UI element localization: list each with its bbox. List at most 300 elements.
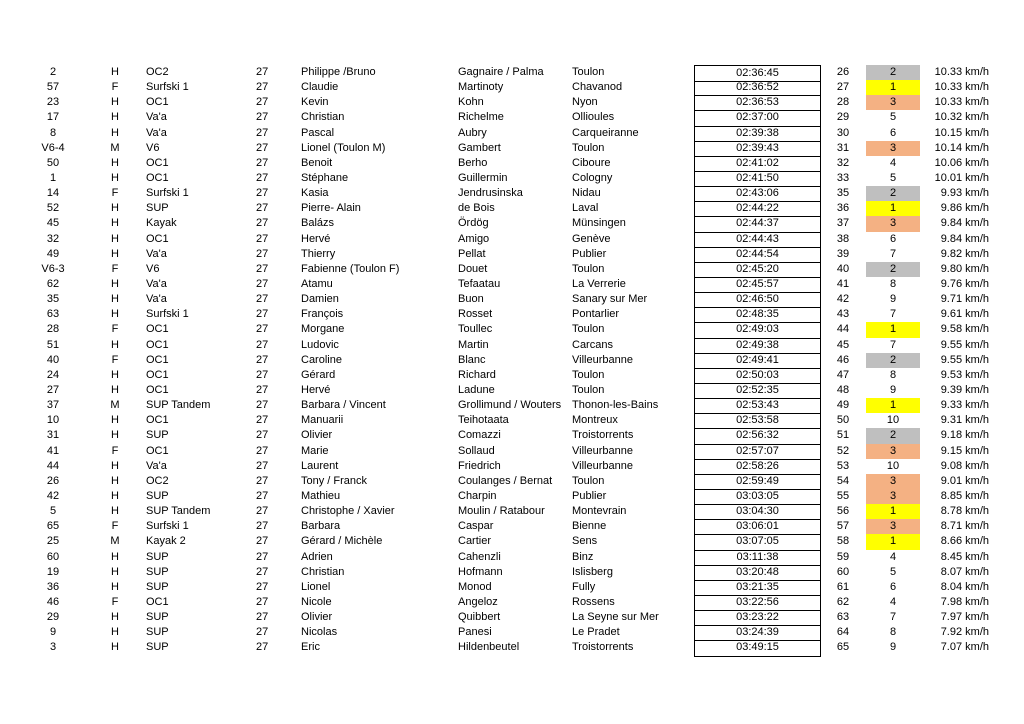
finish-time-cell: 02:53:58 <box>694 413 821 429</box>
distance-cell: 27 <box>256 535 269 548</box>
distance-cell: 27 <box>256 459 269 472</box>
sex-cell: H <box>111 383 119 396</box>
city-cell: Montevrain <box>572 505 627 518</box>
distance-cell: 27 <box>256 505 269 518</box>
overall-rank-cell: 54 <box>836 474 850 487</box>
bib-number-cell: 42 <box>46 489 60 502</box>
average-speed-cell: 10.33 km/h <box>934 96 989 109</box>
overall-rank-cell: 64 <box>836 626 850 639</box>
category-cell: SUP Tandem <box>146 505 211 518</box>
finish-time-cell: 03:23:22 <box>694 610 821 626</box>
bib-number-cell: 45 <box>46 217 60 230</box>
sex-cell: F <box>111 520 119 533</box>
sex-cell: H <box>111 626 119 639</box>
distance-cell: 27 <box>256 580 269 593</box>
finish-time-cell: 02:44:22 <box>694 201 821 217</box>
last-name-cell: Grollimund / Wouters <box>458 399 562 412</box>
overall-rank-cell: 65 <box>836 641 850 654</box>
category-cell: Va'a <box>146 277 167 290</box>
finish-time-cell: 02:41:02 <box>694 156 821 172</box>
overall-rank-cell: 42 <box>836 293 850 306</box>
overall-rank-cell: 49 <box>836 399 850 412</box>
category-cell: SUP <box>146 626 169 639</box>
category-rank-cell: 1 <box>866 201 920 216</box>
finish-time-cell: 03:22:56 <box>694 595 821 611</box>
bib-number-cell: 19 <box>46 565 60 578</box>
category-rank-cell: 2 <box>866 65 920 80</box>
sex-cell: F <box>111 81 119 94</box>
finish-time-cell: 02:49:03 <box>694 322 821 338</box>
category-rank-cell: 7 <box>889 247 897 260</box>
table-row <box>0 428 1024 443</box>
bib-number-cell: 23 <box>46 96 60 109</box>
last-name-cell: Jendrusinska <box>458 187 523 200</box>
last-name-cell: Buon <box>458 293 484 306</box>
table-row <box>0 368 1024 383</box>
average-speed-cell: 10.14 km/h <box>934 141 989 154</box>
average-speed-cell: 9.18 km/h <box>940 429 989 442</box>
distance-cell: 27 <box>256 81 269 94</box>
finish-time-cell: 02:37:00 <box>694 110 821 126</box>
first-name-cell: Adrien <box>301 550 333 563</box>
average-speed-cell: 9.08 km/h <box>940 459 989 472</box>
bib-number-cell: 49 <box>46 247 60 260</box>
last-name-cell: Monod <box>458 580 492 593</box>
category-cell: OC1 <box>146 414 169 427</box>
average-speed-cell: 10.01 km/h <box>934 171 989 184</box>
finish-time-cell: 02:39:43 <box>694 141 821 157</box>
average-speed-cell: 9.39 km/h <box>940 383 989 396</box>
table-row <box>0 216 1024 231</box>
last-name-cell: Friedrich <box>458 459 501 472</box>
overall-rank-cell: 26 <box>836 66 850 78</box>
distance-cell: 27 <box>256 308 269 321</box>
results-table <box>0 65 1024 655</box>
bib-number-cell: 35 <box>46 293 60 306</box>
finish-time-cell: 02:39:38 <box>694 126 821 142</box>
first-name-cell: Damien <box>301 293 339 306</box>
category-rank-cell: 3 <box>866 489 920 504</box>
last-name-cell: Hofmann <box>458 565 503 578</box>
city-cell: Ollioules <box>572 111 615 124</box>
sex-cell: H <box>111 474 119 487</box>
category-cell: Va'a <box>146 459 167 472</box>
distance-cell: 27 <box>256 262 269 275</box>
category-cell: OC1 <box>146 595 169 608</box>
distance-cell: 27 <box>256 444 269 457</box>
distance-cell: 27 <box>256 595 269 608</box>
last-name-cell: Guillermin <box>458 171 508 184</box>
category-cell: OC2 <box>146 66 169 78</box>
finish-time-cell: 02:56:32 <box>694 428 821 444</box>
average-speed-cell: 9.53 km/h <box>940 368 989 381</box>
sex-cell: H <box>111 565 119 578</box>
sex-cell: H <box>111 217 119 230</box>
city-cell: Toulon <box>572 141 605 154</box>
last-name-cell: Richard <box>458 368 496 381</box>
first-name-cell: Nicole <box>301 595 332 608</box>
sex-cell: H <box>111 293 119 306</box>
distance-cell: 27 <box>256 111 269 124</box>
last-name-cell: Kohn <box>458 96 484 109</box>
first-name-cell: Pascal <box>301 126 335 139</box>
overall-rank-cell: 29 <box>836 111 850 124</box>
city-cell: Fully <box>572 580 596 593</box>
city-cell: Troistorrents <box>572 429 634 442</box>
category-cell: SUP <box>146 611 169 624</box>
average-speed-cell: 9.84 km/h <box>940 217 989 230</box>
first-name-cell: Christian <box>301 565 345 578</box>
overall-rank-cell: 52 <box>836 444 850 457</box>
last-name-cell: Cahenzli <box>458 550 501 563</box>
category-cell: SUP <box>146 550 169 563</box>
average-speed-cell: 9.31 km/h <box>940 414 989 427</box>
last-name-cell: Pellat <box>458 247 486 260</box>
average-speed-cell: 9.71 km/h <box>940 293 989 306</box>
category-rank-cell: 2 <box>866 186 920 201</box>
table-row <box>0 353 1024 368</box>
first-name-cell: Thierry <box>301 247 336 260</box>
overall-rank-cell: 39 <box>836 247 850 260</box>
distance-cell: 27 <box>256 353 269 366</box>
category-rank-cell: 7 <box>889 611 897 624</box>
overall-rank-cell: 30 <box>836 126 850 139</box>
last-name-cell: Berho <box>458 156 488 169</box>
finish-time-cell: 03:24:39 <box>694 625 821 641</box>
category-cell: OC2 <box>146 474 169 487</box>
distance-cell: 27 <box>256 368 269 381</box>
finish-time-cell: 02:53:43 <box>694 398 821 414</box>
finish-time-cell: 03:21:35 <box>694 580 821 596</box>
bib-number-cell: 9 <box>49 626 57 639</box>
finish-time-cell: 02:48:35 <box>694 307 821 323</box>
distance-cell: 27 <box>256 429 269 442</box>
table-row <box>0 110 1024 125</box>
table-row <box>0 519 1024 534</box>
finish-time-cell: 02:44:54 <box>694 247 821 263</box>
table-row <box>0 504 1024 519</box>
bib-number-cell: 1 <box>49 171 57 184</box>
category-rank-cell: 9 <box>889 383 897 396</box>
distance-cell: 27 <box>256 489 269 502</box>
finish-time-cell: 03:03:05 <box>694 489 821 505</box>
average-speed-cell: 8.66 km/h <box>940 535 989 548</box>
bib-number-cell: 10 <box>46 414 60 427</box>
category-cell: SUP <box>146 580 169 593</box>
category-rank-cell: 8 <box>889 626 897 639</box>
sex-cell: F <box>111 353 119 366</box>
average-speed-cell: 9.55 km/h <box>940 353 989 366</box>
table-row <box>0 201 1024 216</box>
average-speed-cell: 7.92 km/h <box>940 626 989 639</box>
sex-cell: H <box>111 580 119 593</box>
first-name-cell: Eric <box>301 641 320 654</box>
category-cell: OC1 <box>146 383 169 396</box>
distance-cell: 27 <box>256 187 269 200</box>
city-cell: Villeurbanne <box>572 459 633 472</box>
distance-cell: 27 <box>256 126 269 139</box>
table-row <box>0 413 1024 428</box>
bib-number-cell: 5 <box>49 505 57 518</box>
average-speed-cell: 10.33 km/h <box>934 66 989 78</box>
table-row <box>0 95 1024 110</box>
distance-cell: 27 <box>256 66 269 78</box>
category-cell: Surfski 1 <box>146 308 189 321</box>
bib-number-cell: 2 <box>49 66 57 78</box>
first-name-cell: Atamu <box>301 277 333 290</box>
average-speed-cell: 8.07 km/h <box>940 565 989 578</box>
distance-cell: 27 <box>256 474 269 487</box>
sex-cell: H <box>111 156 119 169</box>
last-name-cell: de Bois <box>458 202 495 215</box>
last-name-cell: Charpin <box>458 489 497 502</box>
finish-time-cell: 03:11:38 <box>694 550 821 566</box>
bib-number-cell: 32 <box>46 232 60 245</box>
city-cell: Nidau <box>572 187 601 200</box>
category-cell: Kayak <box>146 217 177 230</box>
average-speed-cell: 7.07 km/h <box>940 641 989 654</box>
finish-time-cell: 02:41:50 <box>694 171 821 187</box>
last-name-cell: Ördög <box>458 217 489 230</box>
sex-cell: H <box>111 96 119 109</box>
overall-rank-cell: 31 <box>836 141 850 154</box>
bib-number-cell: 31 <box>46 429 60 442</box>
category-rank-cell: 7 <box>889 308 897 321</box>
category-rank-cell: 8 <box>889 368 897 381</box>
bib-number-cell: 65 <box>46 520 60 533</box>
first-name-cell: Caroline <box>301 353 342 366</box>
first-name-cell: Gérard / Michèle <box>301 535 383 548</box>
city-cell: Toulon <box>572 323 605 336</box>
sex-cell: F <box>111 187 119 200</box>
city-cell: Cologny <box>572 171 613 184</box>
last-name-cell: Tefaatau <box>458 277 501 290</box>
sex-cell: H <box>111 308 119 321</box>
city-cell: La Seyne sur Mer <box>572 611 659 624</box>
category-rank-cell: 2 <box>866 428 920 443</box>
table-row <box>0 247 1024 262</box>
first-name-cell: Christophe / Xavier <box>301 505 395 518</box>
table-row <box>0 625 1024 640</box>
first-name-cell: Kasia <box>301 187 329 200</box>
sex-cell: H <box>111 414 119 427</box>
table-row <box>0 141 1024 156</box>
table-row <box>0 595 1024 610</box>
table-row <box>0 186 1024 201</box>
average-speed-cell: 8.85 km/h <box>940 489 989 502</box>
distance-cell: 27 <box>256 550 269 563</box>
table-row <box>0 322 1024 337</box>
category-rank-cell: 1 <box>866 534 920 549</box>
overall-rank-cell: 28 <box>836 96 850 109</box>
table-row <box>0 459 1024 474</box>
first-name-cell: Philippe /Bruno <box>301 66 376 78</box>
sex-cell: H <box>111 247 119 260</box>
distance-cell: 27 <box>256 565 269 578</box>
first-name-cell: François <box>301 308 344 321</box>
category-rank-cell: 10 <box>886 414 900 427</box>
city-cell: Münsingen <box>572 217 626 230</box>
category-rank-cell: 6 <box>889 126 897 139</box>
category-cell: SUP <box>146 429 169 442</box>
city-cell: Publier <box>572 247 607 260</box>
first-name-cell: Barbara / Vincent <box>301 399 386 412</box>
finish-time-cell: 03:20:48 <box>694 565 821 581</box>
sex-cell: M <box>110 535 120 548</box>
last-name-cell: Angeloz <box>458 595 498 608</box>
last-name-cell: Sollaud <box>458 444 495 457</box>
city-cell: Toulon <box>572 66 605 78</box>
first-name-cell: Hervé <box>301 232 331 245</box>
first-name-cell: Laurent <box>301 459 339 472</box>
distance-cell: 27 <box>256 217 269 230</box>
sex-cell: H <box>111 126 119 139</box>
average-speed-cell: 10.32 km/h <box>934 111 989 124</box>
finish-time-cell: 02:46:50 <box>694 292 821 308</box>
last-name-cell: Rosset <box>458 308 493 321</box>
finish-time-cell: 02:43:06 <box>694 186 821 202</box>
bib-number-cell: 57 <box>46 81 60 94</box>
table-row <box>0 292 1024 307</box>
table-row <box>0 232 1024 247</box>
last-name-cell: Teihotaata <box>458 414 509 427</box>
bib-number-cell: 51 <box>46 338 60 351</box>
distance-cell: 27 <box>256 399 269 412</box>
category-rank-cell: 8 <box>889 277 897 290</box>
distance-cell: 27 <box>256 156 269 169</box>
category-cell: SUP <box>146 641 169 654</box>
category-rank-cell: 4 <box>889 550 897 563</box>
category-rank-cell: 1 <box>866 322 920 337</box>
finish-time-cell: 02:45:57 <box>694 277 821 293</box>
category-cell: SUP <box>146 489 169 502</box>
overall-rank-cell: 33 <box>836 171 850 184</box>
city-cell: Villeurbanne <box>572 353 633 366</box>
bib-number-cell: 62 <box>46 277 60 290</box>
last-name-cell: Blanc <box>458 353 486 366</box>
average-speed-cell: 9.93 km/h <box>940 187 989 200</box>
table-row <box>0 580 1024 595</box>
category-rank-cell: 7 <box>889 338 897 351</box>
city-cell: Le Pradet <box>572 626 620 639</box>
bib-number-cell: 27 <box>46 383 60 396</box>
overall-rank-cell: 45 <box>836 338 850 351</box>
table-row <box>0 65 1024 80</box>
overall-rank-cell: 63 <box>836 611 850 624</box>
sex-cell: H <box>111 368 119 381</box>
city-cell: Toulon <box>572 368 605 381</box>
average-speed-cell: 8.45 km/h <box>940 550 989 563</box>
overall-rank-cell: 27 <box>836 81 850 94</box>
overall-rank-cell: 62 <box>836 595 850 608</box>
last-name-cell: Aubry <box>458 126 487 139</box>
bib-number-cell: 37 <box>46 399 60 412</box>
overall-rank-cell: 32 <box>836 156 850 169</box>
finish-time-cell: 02:50:03 <box>694 368 821 384</box>
average-speed-cell: 9.80 km/h <box>940 262 989 275</box>
finish-time-cell: 02:44:37 <box>694 216 821 232</box>
distance-cell: 27 <box>256 202 269 215</box>
first-name-cell: Lionel (Toulon M) <box>301 141 386 154</box>
table-row <box>0 550 1024 565</box>
bib-number-cell: 50 <box>46 156 60 169</box>
last-name-cell: Gambert <box>458 141 501 154</box>
bib-number-cell: 14 <box>46 187 60 200</box>
category-cell: OC1 <box>146 323 169 336</box>
category-rank-cell: 5 <box>889 171 897 184</box>
table-row <box>0 534 1024 549</box>
bib-number-cell: 28 <box>46 323 60 336</box>
table-row <box>0 171 1024 186</box>
first-name-cell: Barbara <box>301 520 341 533</box>
distance-cell: 27 <box>256 293 269 306</box>
distance-cell: 27 <box>256 141 269 154</box>
category-rank-cell: 3 <box>866 95 920 110</box>
average-speed-cell: 10.06 km/h <box>934 156 989 169</box>
city-cell: Montreux <box>572 414 618 427</box>
city-cell: Thonon-les-Bains <box>572 399 659 412</box>
table-row <box>0 156 1024 171</box>
average-speed-cell: 9.33 km/h <box>940 399 989 412</box>
category-cell: Va'a <box>146 247 167 260</box>
finish-time-cell: 02:36:53 <box>694 95 821 111</box>
overall-rank-cell: 51 <box>836 429 850 442</box>
last-name-cell: Gagnaire / Palma <box>458 66 544 78</box>
finish-time-cell: 03:07:05 <box>694 534 821 550</box>
distance-cell: 27 <box>256 414 269 427</box>
average-speed-cell: 9.84 km/h <box>940 232 989 245</box>
category-rank-cell: 6 <box>889 580 897 593</box>
last-name-cell: Cartier <box>458 535 492 548</box>
first-name-cell: Olivier <box>301 429 333 442</box>
last-name-cell: Quibbert <box>458 611 501 624</box>
category-cell: OC1 <box>146 368 169 381</box>
category-rank-cell: 3 <box>866 216 920 231</box>
average-speed-cell: 9.76 km/h <box>940 277 989 290</box>
table-row <box>0 640 1024 655</box>
city-cell: Rossens <box>572 595 615 608</box>
bib-number-cell: 52 <box>46 202 60 215</box>
sex-cell: H <box>111 505 119 518</box>
finish-time-cell: 02:36:45 <box>694 65 821 82</box>
category-cell: Va'a <box>146 293 167 306</box>
last-name-cell: Panesi <box>458 626 492 639</box>
first-name-cell: Morgane <box>301 323 345 336</box>
overall-rank-cell: 60 <box>836 565 850 578</box>
table-row <box>0 489 1024 504</box>
category-rank-cell: 4 <box>889 595 897 608</box>
finish-time-cell: 02:45:20 <box>694 262 821 278</box>
bib-number-cell: 60 <box>46 550 60 563</box>
bib-number-cell: 26 <box>46 474 60 487</box>
category-rank-cell: 3 <box>866 519 920 534</box>
sex-cell: F <box>111 323 119 336</box>
city-cell: Bienne <box>572 520 607 533</box>
first-name-cell: Hervé <box>301 383 331 396</box>
bib-number-cell: V6-4 <box>41 141 65 154</box>
category-cell: OC1 <box>146 96 169 109</box>
finish-time-cell: 03:04:30 <box>694 504 821 520</box>
bib-number-cell: 29 <box>46 611 60 624</box>
finish-time-cell: 02:52:35 <box>694 383 821 399</box>
table-row <box>0 398 1024 413</box>
city-cell: Laval <box>572 202 599 215</box>
finish-time-cell: 02:57:07 <box>694 444 821 460</box>
category-rank-cell: 5 <box>889 111 897 124</box>
average-speed-cell: 7.98 km/h <box>940 595 989 608</box>
overall-rank-cell: 47 <box>836 368 850 381</box>
first-name-cell: Lionel <box>301 580 331 593</box>
